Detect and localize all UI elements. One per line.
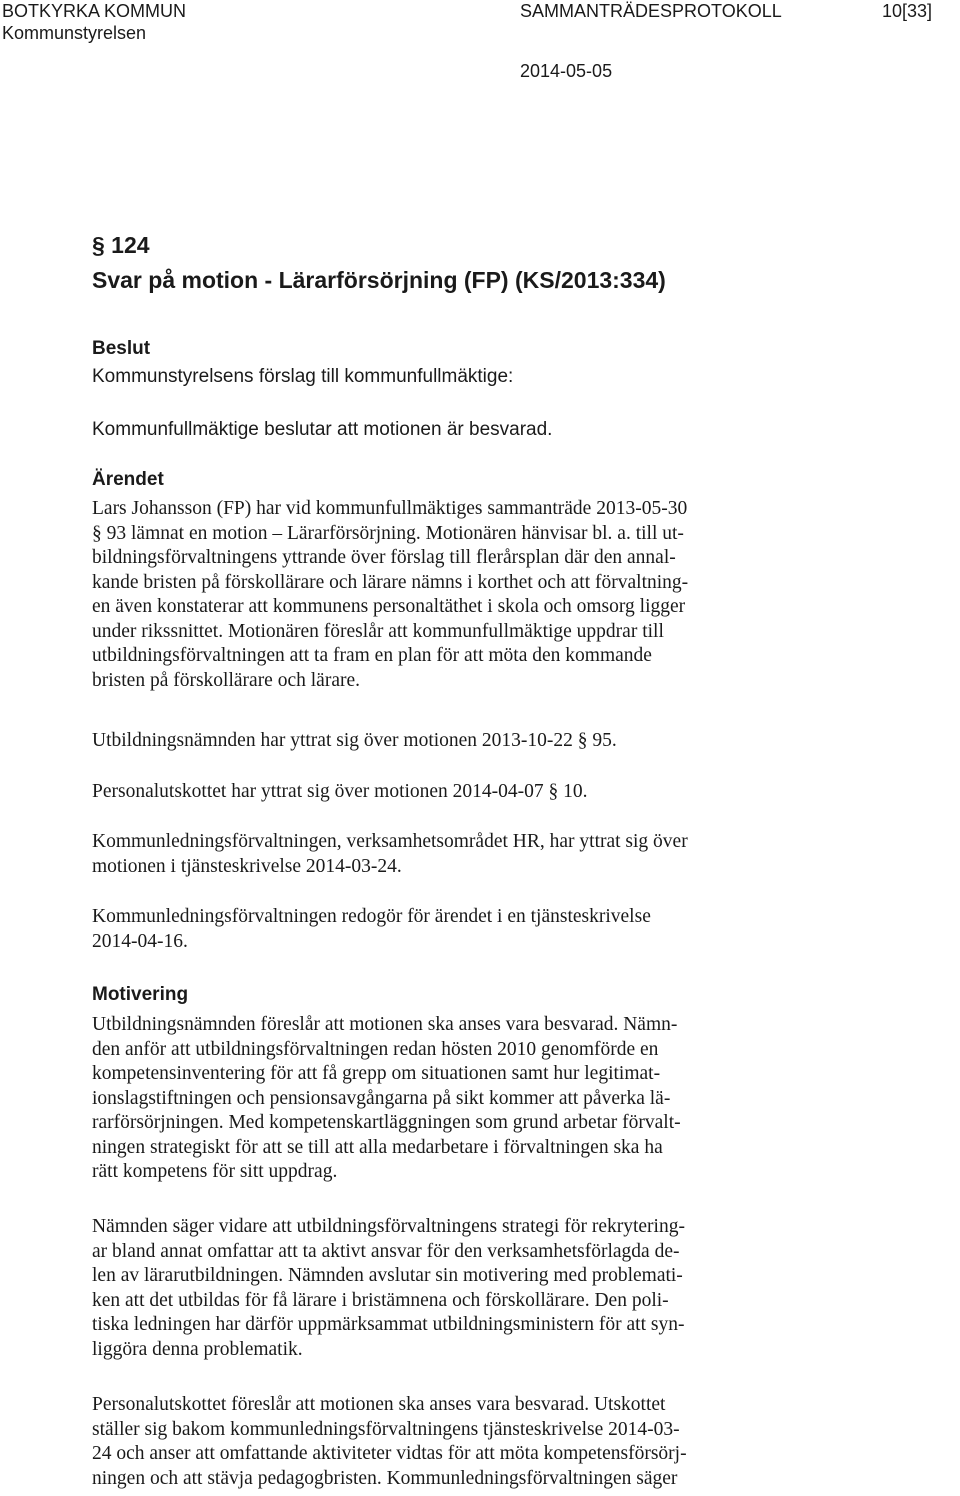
arendet-paragraph-3: Personalutskottet har yttrat sig över motionen 2014-04-07 § 10. [92,781,588,802]
arendet-paragraph-1: Lars Johansson (FP) har vid kommunfullmäktiges sammanträde 2013-05-30 § 93 lämnat en motion – Lärarförsörjning. Motionären hänvisar bl. a. till ut- bildningsförvaltningens yttrande över förslag till flerårsplan där den annal- kande bristen på förskollärare och lärare nämns i korthet och att förvaltning- en även konstaterar att kommunens personaltäthet i skola och omsorg ligger under rikssnittet. Motionären föreslår att kommunfullmäktige uppdrar till utbildningsförvaltningen att ta fram en plan för att möta den kommande bristen på förskollärare och lärare. [92,498,689,691]
beslut-line-2: Kommunfullmäktige beslutar att motionen är besvarad. [92,419,553,440]
header-document-type: SAMMANTRÄDESPROTOKOLL [520,1,782,21]
motivering-paragraph-1: Utbildningsnämnden föreslår att motionen ska anses vara besvarad. Nämn- den anför att utbildningsförvaltningen redan hösten 2010 genomförde en kompetensinventering för att få grepp om situationen samt hur legitimat- ionslagstiftningen och pensionsavgångarna på sikt kommer att påverka lä- rarförsörjningen. Med kompetenskartläggningen som grund arbetar förvalt- ningen strategiskt för att se till att alla medarbetare i förvaltningen ska ha rätt kompetens för sitt uppdrag. [92,1014,681,1182]
paragraph-title: Svar på motion - Lärarförsörjning (FP) (KS/2013:334) [92,267,666,293]
header-department: Kommunstyrelsen [2,23,147,43]
beslut-line-1: Kommunstyrelsens förslag till kommunfullmäktige: [92,366,514,387]
header-organization: BOTKYRKA KOMMUN [2,1,187,21]
arendet-paragraph-4: Kommunledningsförvaltningen, verksamhetsområdet HR, har yttrat sig över motionen i tjänsteskrivelse 2014-03-24. [92,831,688,877]
arendet-paragraph-2: Utbildningsnämnden har yttrat sig över motionen 2013-10-22 § 95. [92,730,617,751]
arendet-heading: Ärendet [92,469,164,490]
header-page-number: 10[33] [882,1,933,21]
paragraph-number: § 124 [92,232,150,258]
beslut-heading: Beslut [92,338,151,359]
header-date: 2014-05-05 [520,61,613,81]
motivering-heading: Motivering [92,984,189,1005]
arendet-paragraph-5: Kommunledningsförvaltningen redogör för ärendet i en tjänsteskrivelse 2014-04-16. [92,906,651,952]
motivering-paragraph-2: Nämnden säger vidare att utbildningsförvaltningens strategi för rekrytering- ar bland annat omfattar att ta aktivt ansvar för den verksamhetsförlagda de- len av lärarutbildningen. Nämnden avslutar sin motivering med problemati- ken att det utbildas för få lärare i bristämnena och förskollärare. Den poli- tiska ledningen har därför uppmärksammat utbildningsministern för att syn- liggöra denna problematik. [92,1216,685,1360]
motivering-paragraph-3: Personalutskottet föreslår att motionen ska anses vara besvarad. Utskottet ställer sig bakom kommunledningsförvaltningens tjänsteskrivelse 2014-03- 24 och anser att omfattande aktiviteter vidtas för att möta kompetensförsörj- ningen och att stävja pedagogbristen. Kommunledningsförvaltningen säger [92,1394,687,1489]
